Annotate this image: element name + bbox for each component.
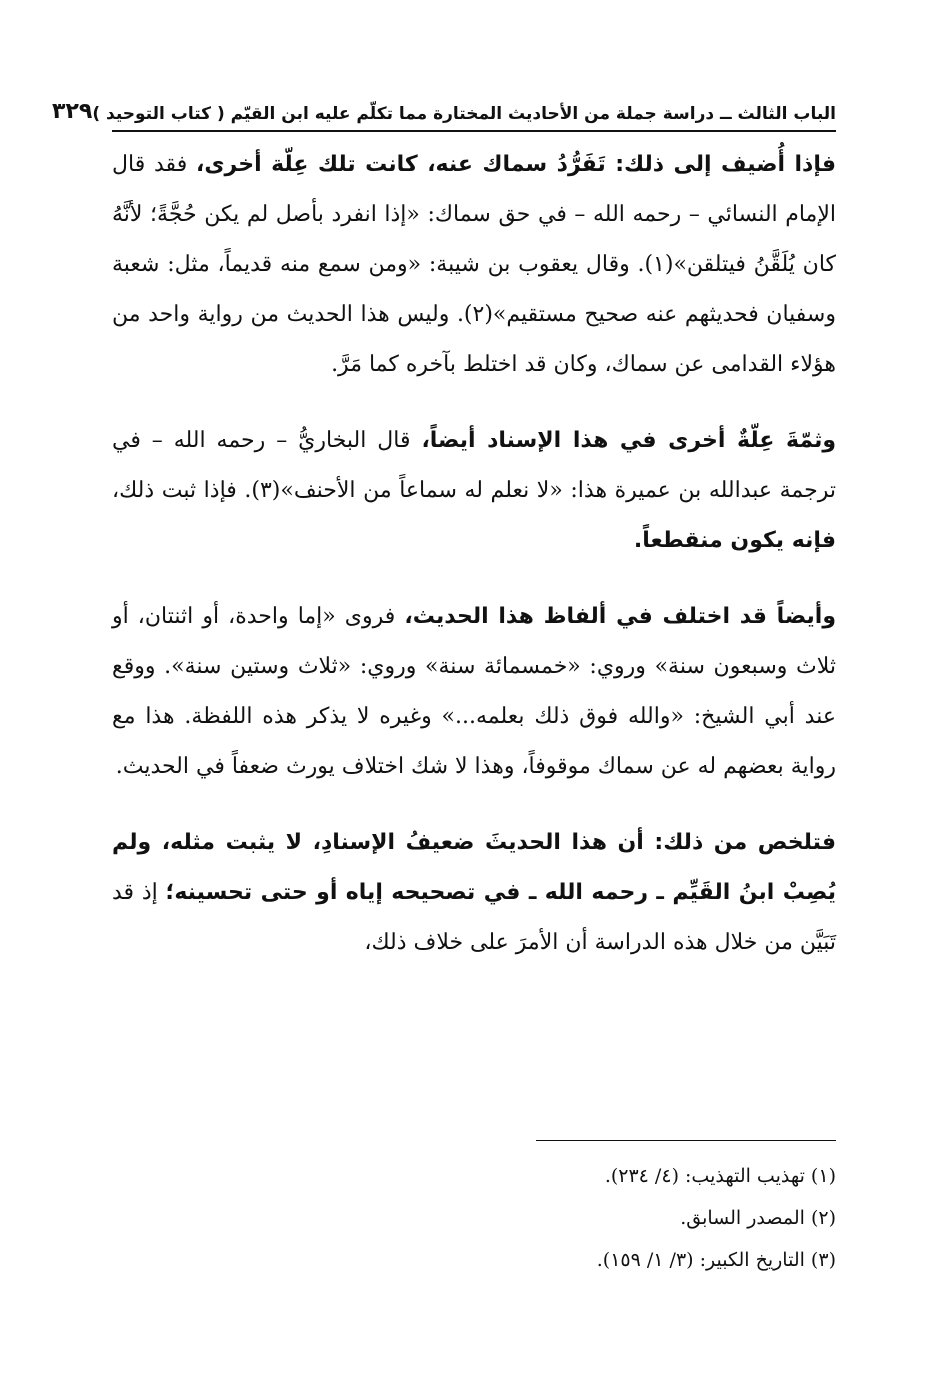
paragraph-1: [112, 140, 836, 390]
paragraph-3-lead: وأيضاً قد اختلف في ألفاظ هذا الحديث،: [404, 604, 836, 629]
paragraph-4-lead: فتلخص من ذلك: أن هذا الحديثَ ضعيفُ الإسنادِ، لا يثبت مثله، ولم يُصِبْ ابنُ القَيِّم ـ رحمه الله ـ في تصحيحه إياه أو حتى تحسينه؛: [112, 830, 836, 905]
footnote-1: (١) تهذيب التهذيب: (٤/ ٢٣٤).: [604, 1165, 836, 1187]
paragraph-2: [112, 416, 836, 566]
page-number: ٣٢٩: [52, 99, 93, 124]
paragraph-4: [112, 818, 836, 968]
running-header-title: الباب الثالث ــ دراسة جملة من الأحاديث المختارة مما تكلّم عليه ابن القيّم ( كتاب التوحيد ): [92, 104, 836, 124]
footnotes: [112, 1140, 836, 1281]
running-header: [52, 92, 836, 132]
paragraph-2-tail: فإنه يكون منقطعاً.: [633, 528, 836, 553]
footnote-2: (٢) المصدر السابق.: [680, 1207, 836, 1229]
paragraph-1-text: فقد قال الإمام النسائي – رحمه الله – في حق سماك: «إذا انفرد بأصل لم يكن حُجَّةً؛ لأنَّهُ كان يُلَقَّنُ فيتلقن»(١). وقال يعقوب بن شيبة: «ومن سمع منه قديماً، مثل: شعبة وسفيان فحديثهم عنه صحيح مستقيم»(٢). وليس هذا الحديث من رواية واحد من هؤلاء القدامى عن سماك، وكان قد اختلط بآخره كما مَرَّ.: [112, 152, 836, 377]
paragraph-3: [112, 592, 836, 792]
paragraph-2-lead: وثمّةَ عِلّةٌ أخرى في هذا الإسناد أيضاً،: [421, 428, 837, 453]
main-text: [112, 140, 836, 968]
paragraph-1-lead: فإذا أُضيف إلى ذلك: تَفَرُّدُ سماك عنه، كانت تلك عِلّة أخرى،: [196, 152, 836, 177]
paragraph-4-text: إذ قد تَبَيَّن من خلال هذه الدراسة أن الأمرَ على خلاف ذلك،: [112, 880, 836, 955]
paragraph-2-text: قال البخاريُّ – رحمه الله – في ترجمة عبدالله بن عميرة هذا: «لا نعلم له سماعاً من الأحنف»(٣). فإذا ثبت ذلك،: [112, 428, 836, 503]
paragraph-3-text: فروى «إما واحدة، أو اثنتان، أو ثلاث وسبعون سنة» وروي: «خمسمائة سنة» وروي: «ثلاث وستين سنة». ووقع عند أبي الشيخ: «والله فوق ذلك بعلمه...» وغيره لا يذكر هذه اللفظة. هذا مع رواية بعضهم له عن سماك موقوفاً، وهذا لا شك اختلاف يورث ضعفاً في الحديث.: [112, 604, 836, 779]
footnote-3: (٣) التاريخ الكبير: (٣/ ١/ ١٥٩).: [596, 1249, 836, 1271]
footnote-divider: [536, 1140, 836, 1141]
